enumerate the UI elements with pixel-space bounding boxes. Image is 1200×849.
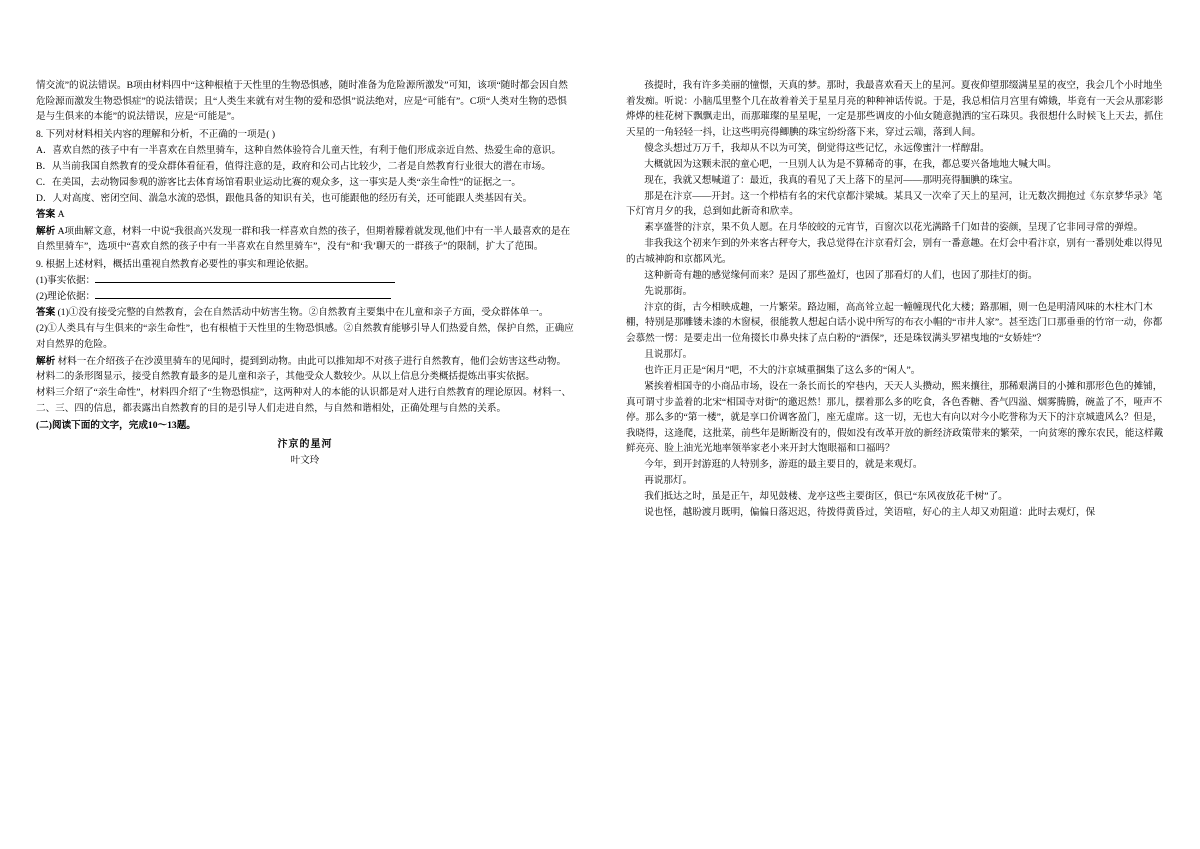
article-paragraph: 也许正月正是“闲月”吧，不大的汴京城重捆集了这么多的“闲人”。 <box>644 365 921 377</box>
right-column <box>600 78 1164 819</box>
question-9-stem: 9. 根据上述材料，概括出重视自然教育必要性的事实和理论依据。 <box>36 258 315 270</box>
answer-blank[interactable] <box>95 274 395 283</box>
question-8-answer <box>36 207 574 223</box>
article-paragraph: 汴京的街，古今相映成趣，一片繁荣。路边厢，高高耸立起一幢幢现代化大楼；路那厢，则一色是明清风味的木柱木门木棚，特别是那雕镂未漆的木窗棂，很能教人想起白话小说中所写的布衣小帽的“市井人家”。甚至迭门口那垂垂的竹帘一动，你都会慕然一愣：是要走出一位角掇长巾鼻央抹了点白粉的“酒保”，还是珠钗满头罗裙曳地的“女娇娃”？ <box>626 301 1163 344</box>
left-column <box>36 78 600 819</box>
question-9-answer-2: (2)①人类具有与生俱来的“亲生命性”，也有根植于天性里的生物恐惧感。②自然教育能够引导人们热爱自然，保护自然，正确应对自然界的危险。 <box>36 323 574 350</box>
question-8-option-c: C．在美国，去动物园参观的游客比去体育场馆看职业运动比赛的观众多，这一事实是人类“亲生命性”的证据之一。 <box>36 176 522 188</box>
section-heading-two: (二)阅读下面的文字，完成10～13题。 <box>36 420 196 432</box>
analysis-text: A项曲解文意，材料一中说“我很高兴发现一群和我一样喜欢自然的孩子，但期着朦着就发现,他们中有一半人最喜欢的是在自然里骑车”，选项中“喜欢自然的孩子中有一半喜欢在自然里骑车”，没有“和‘我’聊天的一群孩子”的限制，扩大了范围。 <box>36 225 571 253</box>
analysis-text: 材料一在介绍孩子在沙漠里骑车的见闻时，提到到动物。由此可以推知却不对孩子进行自然教育，他们会妨害这些动物。材料二的条形图显示，接受自然教育最多的是儿童和亲子，其他受众人数较少。从以上信息分类概括提炼出事实依据。 <box>36 355 567 383</box>
question-9-answer <box>36 305 574 321</box>
article-paragraph: 紧挨着相国寺的小商品市场，设在一条长而长的窄巷内，天天人头攒动，熙来攘往，那稀艰满目的小摊和那形色色的摊铺，真可谓寸步盖着的北宋“相国寺对街”的邀迟然！那儿，摆着那么多的吃食，各色香糖、香气四溢、烟雾腾腾，碗盖了不，哑声不停。那么多的“第一楼”，就是享口价调客盈门，座无虚席。这一切，无也大有向以对今小吃誉称为天下的汴京城遗风么？但是，我晓得，这逄爬，这批菜，前些年是断断没有的，假如没有改革开放的新经济政策带来的繁荣，一向贫寒的豫东农民，能这样戴鲜亮亮、脸上油光光地率领举家老小来开封大饱眼福和口福吗？ <box>626 381 1164 455</box>
article-title: 汴京的星河 <box>277 438 333 450</box>
analysis-label: 解析 <box>36 225 56 237</box>
question-8-stem: 8. 下列对材料相关内容的理解和分析，不正确的一项是( ) <box>36 128 276 140</box>
article-paragraph: 大概就因为这颗未泯的童心吧，一旦别人认为是不算稀奇的事，在我，都总要兴备地地大喊大叫。 <box>644 158 1057 170</box>
article-author: 叶文玲 <box>290 455 320 467</box>
question-9-blank-2 <box>36 289 574 305</box>
answer-label: 答案 <box>36 307 56 319</box>
question-9-blank-1-label: (1)事实依据： <box>36 274 96 286</box>
question-8-option-b: B．从当前我国自然教育的受众群体看征看，值得注意的是，政府和公司占比较少，二者是自然教育行业很大的潜在市场。 <box>36 160 551 172</box>
analysis-label: 解析 <box>36 355 56 367</box>
article-paragraph: 傻念头想过万万千，我却从不以为可笑，倒觉得这些记忆，永远像蜜汁一样醇甜。 <box>644 142 990 154</box>
answer-value: A <box>57 209 65 221</box>
article-paragraph: 素享盛誉的汴京，果不负人愿。在月华皎皎的元宵节，百窗次以花光满路千门如昔的姿颜，呈现了它非同寻常的弹煌。 <box>644 222 1144 234</box>
article-paragraph: 孩提时，我有许多美丽的憧憬，天真的梦。那时，我最喜欢看天上的星河。夏夜仰望那缀满星星的夜空，我会几个小时地坐着发痴。听说：小脑瓜里整个几在故着着关于星星月亮的种种神话传说。于是，我总相信月宫里有嫦娥，毕竟有一天会从那彩影烨烨的桂花树下飘飘走出，而那璀璨的星星呢，一定是那些调皮的小仙女随意抛洒的宝石珠贝。我很想什么时候飞上天去，抓住天星的一角轻轻一抖，让这些明亮得鲫腆的珠宝纷纷落下来，穿过云端，落到人间。 <box>626 80 1164 138</box>
question-9-analysis-2: 材料三介绍了“亲生命性”，材料四介绍了“生物恐惧症”，这两种对人的本能的认识都是对人进行自然教育的理论原因。材料一、二、三、四的信息，都表露出自然教育的目的是引导人们走进自然，与自然和谐相处，正确处理与自然的关系。 <box>36 387 572 414</box>
question-9-blank-1 <box>36 273 574 289</box>
article-paragraph: 说也怪，越盼渡月既明，偏偏日落迟迟，待拨得黄昏过，笑语喧，好心的主人却又劝阻道：此时去观灯，保 <box>644 507 1096 519</box>
answer-blank[interactable] <box>95 290 391 299</box>
article-paragraph: 这种新奇有趣的感觉缘何而来？是因了那些盈灯，也因了那看灯的人们，也因了那挂灯的街。 <box>644 269 1038 281</box>
question-9-blank-2-label: (2)理论依据： <box>36 290 96 302</box>
article-paragraph: 现在，我就又想喊道了：最近，我真的看见了天上落下的星河——那明亮得腼腆的珠宝。 <box>644 174 1019 186</box>
question-8-option-d: D．人对高度、密闭空间、湍急水流的恐惧，跟他具备的知识有关，也可能跟他的经历有关，还可能跟人类基因有关。 <box>36 192 533 204</box>
two-column-layout <box>36 78 1164 819</box>
continued-paragraph: 情交流”的说法错误。B项由材料四中“这种根植于天性里的生物恐惧感，随时准备为危险源所激发”可知，该项“随时都会因自然危险源而激发生物恐惧症”的说法错误；且“人类生来就有对生物的爱和恐惧”说法绝对，应是“可能有”。C项“人类对生物的恐惧是与生俱来的本能”的说法错误，应是“可能是”。 <box>36 80 568 123</box>
article-paragraph: 再说那灯。 <box>644 475 693 487</box>
question-9-analysis <box>36 354 574 385</box>
article-paragraph: 今年，到开封游逛的人特别多，游逛的最主要目的，就是来观灯。 <box>644 459 923 471</box>
answer-label: 答案 <box>36 209 56 221</box>
article-paragraph: 我们抵达之时，虽是正午，却见鼓楼、龙亭这些主要街区，俱已“东风夜放花千树”了。 <box>644 491 1008 503</box>
article-paragraph: 且说那灯。 <box>644 349 693 361</box>
article-paragraph: 非我我这个初来乍到的外来客古秤夸大，我总觉得在汴京看灯会，别有一番意趣。在灯会中看汴京，别有一番别处难以得见的古城神韵和京都风光。 <box>626 238 1163 265</box>
question-8-option-a: A．喜欢自然的孩子中有一半喜欢在自然里骑车，这种自然体验符合儿童天性，有利于他们形成亲近自然、热爱生命的意识。 <box>36 144 561 156</box>
answer-text-1: (1)①没有接受完整的自然教育，会在自然活动中妨害生物。②自然教育主要集中在儿童和亲子方面，受众群体单一。 <box>57 307 549 319</box>
question-8-analysis <box>36 224 574 255</box>
article-paragraph: 那是在汴京——开封。这一个栉桔有名的宋代京都汴梁城。某具又一次牵了天上的星河，让无数次拥抱过《东京梦华录》笔下灯宵月夕的我，总到如此新奇和欣幸。 <box>626 190 1163 218</box>
article-paragraph: 先说那街。 <box>644 285 693 297</box>
